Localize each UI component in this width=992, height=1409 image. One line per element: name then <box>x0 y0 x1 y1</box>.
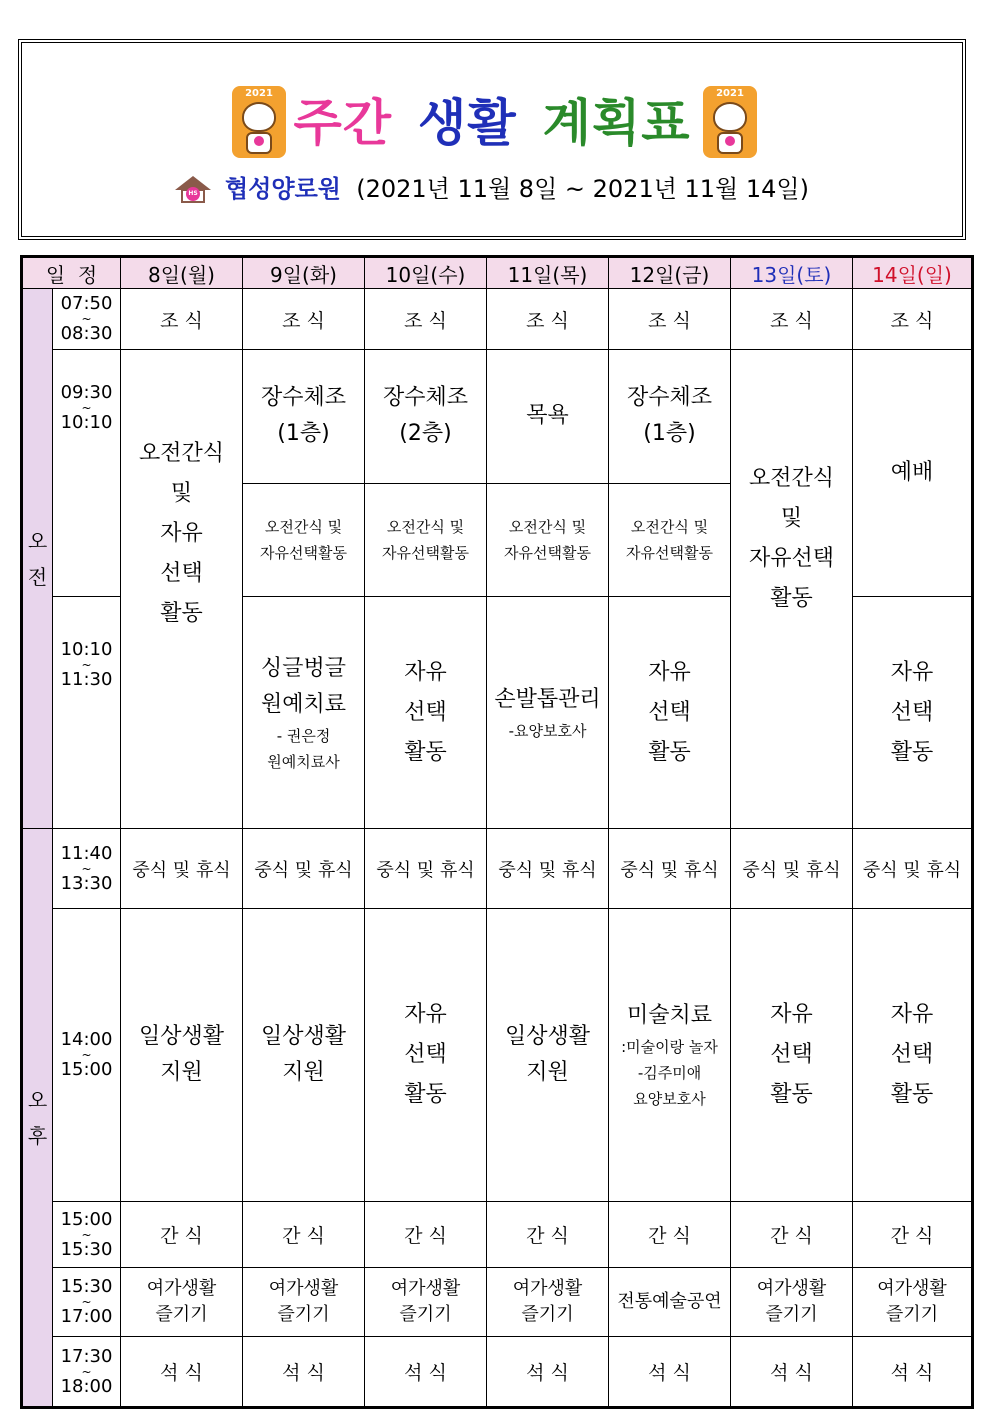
time-cell: 07:50 ~ 08:30 <box>53 289 121 350</box>
date-range: (2021년 11월 8일 ~ 2021년 11월 14일) <box>356 175 809 203</box>
meal-cell: 간 식 <box>853 1202 973 1268</box>
time-cell: 11:40 ~ 13:30 <box>53 829 121 909</box>
meal-cell: 석 식 <box>609 1337 731 1408</box>
time-cell: 14:00 ~ 15:00 <box>53 909 121 1202</box>
day-header: 13일(토) <box>731 257 853 289</box>
activity-cell: 오전간식 및 자유선택활동 <box>365 483 487 596</box>
activity-cell: 여가생활 즐기기 <box>365 1268 487 1337</box>
meal-cell: 중식 및 휴식 <box>609 829 731 909</box>
activity-cell: 장수체조 (2층) <box>365 350 487 484</box>
meal-cell: 중식 및 휴식 <box>731 829 853 909</box>
table-row <box>22 289 973 350</box>
meal-cell: 조 식 <box>243 289 365 350</box>
activity-cell: 자유 선택 활동 <box>731 909 853 1202</box>
activity-cell: 손발톱관리 -요양보호사 <box>487 597 609 829</box>
activity-cell: 여가생활 즐기기 <box>853 1268 973 1337</box>
activity-cell: 오전간식 및 자유선택 활동 <box>731 350 853 829</box>
activity-cell: 오전간식 및 자유선택활동 <box>487 483 609 596</box>
day-header: 12일(금) <box>609 257 731 289</box>
house-logo-icon: HS <box>175 176 211 204</box>
meal-cell: 석 식 <box>853 1337 973 1408</box>
meal-cell: 간 식 <box>243 1202 365 1268</box>
meal-cell: 중식 및 휴식 <box>121 829 243 909</box>
meal-cell: 석 식 <box>365 1337 487 1408</box>
activity-cell: 장수체조 (1층) <box>609 350 731 484</box>
day-header: 11일(목) <box>487 257 609 289</box>
activity-cell: 자유 선택 활동 <box>365 909 487 1202</box>
activity-cell: 일상생활 지원 <box>243 909 365 1202</box>
meal-cell: 중식 및 휴식 <box>365 829 487 909</box>
activity-cell: 목욕 <box>487 350 609 484</box>
activity-cell: 여가생활 즐기기 <box>243 1268 365 1337</box>
meal-cell: 조 식 <box>121 289 243 350</box>
activity-cell: 자유 선택 활동 <box>609 597 731 829</box>
activity-cell: 일상생활 지원 <box>487 909 609 1202</box>
meal-cell: 석 식 <box>487 1337 609 1408</box>
time-cell: 09:30 ~ 10:10 <box>53 350 121 597</box>
period-pm: 오 후 <box>22 829 53 1408</box>
meal-cell: 조 식 <box>731 289 853 350</box>
meal-cell: 조 식 <box>365 289 487 350</box>
meal-cell: 간 식 <box>731 1202 853 1268</box>
activity-cell: 자유 선택 활동 <box>853 909 973 1202</box>
table-row <box>22 909 973 1202</box>
activity-cell: 오전간식 및 자유 선택 활동 <box>121 350 243 829</box>
day-header: 9일(화) <box>243 257 365 289</box>
meal-cell: 조 식 <box>853 289 973 350</box>
day-header: 14일(일) <box>853 257 973 289</box>
period-am: 오 전 <box>22 289 53 829</box>
subtitle <box>22 169 962 204</box>
activity-cell: 오전간식 및 자유선택활동 <box>609 483 731 596</box>
meal-cell: 석 식 <box>731 1337 853 1408</box>
activity-cell: 자유 선택 활동 <box>365 597 487 829</box>
meal-cell: 조 식 <box>487 289 609 350</box>
activity-cell: 싱글벙글 원예치료 - 권은정 원예치료사 <box>243 597 365 829</box>
mascot-left-icon: 2021 <box>232 86 286 158</box>
meal-cell: 중식 및 휴식 <box>853 829 973 909</box>
header-row <box>22 257 973 289</box>
activity-cell: 여가생활 즐기기 <box>487 1268 609 1337</box>
time-cell: 15:00 ~ 15:30 <box>53 1202 121 1268</box>
meal-cell: 조 식 <box>609 289 731 350</box>
activity-cell: 여가생활 즐기기 <box>731 1268 853 1337</box>
time-cell: 10:10 ~ 11:30 <box>53 597 121 829</box>
table-row <box>22 1337 973 1408</box>
table-row <box>22 829 973 909</box>
activity-cell: 여가생활 즐기기 <box>121 1268 243 1337</box>
activity-cell: 일상생활 지원 <box>121 909 243 1202</box>
header-box <box>18 39 966 240</box>
activity-cell: 미술치료 :미술이랑 놀자 -김주미애 요양보호사 <box>609 909 731 1202</box>
activity-cell: 전통예술공연 <box>609 1268 731 1337</box>
activity-cell: 예배 <box>853 350 973 597</box>
activity-cell: 장수체조 (1층) <box>243 350 365 484</box>
activity-cell: 오전간식 및 자유선택활동 <box>243 483 365 596</box>
time-cell: 17:30 ~ 18:00 <box>53 1337 121 1408</box>
org-name: 협성양로원 <box>225 175 341 203</box>
mascot-right-icon: 2021 <box>703 86 757 158</box>
page-title: 주간 생활 계획표 <box>293 94 691 152</box>
meal-cell: 간 식 <box>487 1202 609 1268</box>
meal-cell: 중식 및 휴식 <box>487 829 609 909</box>
day-header: 10일(수) <box>365 257 487 289</box>
meal-cell: 간 식 <box>365 1202 487 1268</box>
meal-cell: 중식 및 휴식 <box>243 829 365 909</box>
meal-cell: 간 식 <box>609 1202 731 1268</box>
time-cell: 15:30 ~ 17:00 <box>53 1268 121 1337</box>
table-row <box>22 350 973 484</box>
day-header: 8일(월) <box>121 257 243 289</box>
table-row <box>22 1202 973 1268</box>
corner-cell: 일 정 <box>22 257 121 289</box>
meal-cell: 간 식 <box>121 1202 243 1268</box>
meal-cell: 석 식 <box>121 1337 243 1408</box>
activity-cell: 자유 선택 활동 <box>853 597 973 829</box>
schedule-table <box>20 255 974 1409</box>
table-row <box>22 1268 973 1337</box>
meal-cell: 석 식 <box>243 1337 365 1408</box>
